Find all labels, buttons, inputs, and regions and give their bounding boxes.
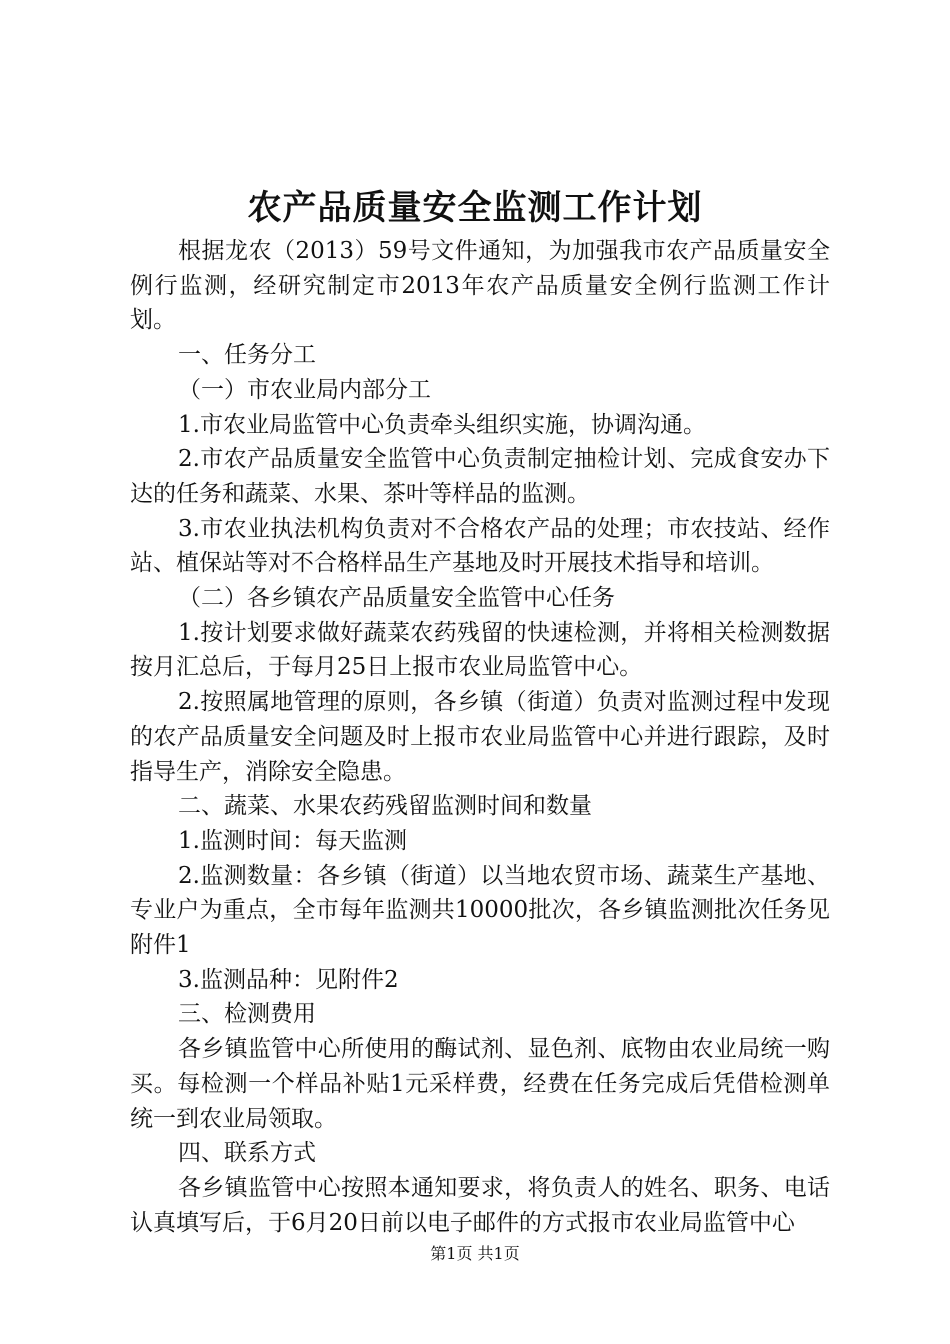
paragraph-item: 1.按计划要求做好蔬菜农药残留的快速检测，并将相关检测数据按月汇总后，于每月25日上报市农业局监管中心。 xyxy=(130,619,830,681)
subheading-township-tasks: （二）各乡镇农产品质量安全监管中心任务 xyxy=(178,585,615,612)
document-title: 农产品质量安全监测工作计划 xyxy=(247,188,703,228)
document-body xyxy=(130,234,830,1240)
paragraph-item: 各乡镇监管中心所使用的酶试剂、显色剂、底物由农业局统一购买。每检测一个样品补贴1元采样费，经费在任务完成后凭借检测单统一到农业局领取。 xyxy=(130,1036,830,1132)
heading-testing-costs: 三、检测费用 xyxy=(178,1001,316,1028)
paragraph-item: 1.监测时间：每天监测 xyxy=(178,827,407,854)
heading-monitoring-time-quantity: 二、蔬菜、水果农药残留监测时间和数量 xyxy=(178,793,592,820)
paragraph-intro: 根据龙农（2013）59号文件通知，为加强我市农产品质量安全例行监测，经研究制定市2013年农产品质量安全例行监测工作计划。 xyxy=(130,238,830,334)
paragraph-item: 各乡镇监管中心按照本通知要求，将负责人的姓名、职务、电话认真填写后，于6月20日前以电子邮件的方式报市农业局监管中心 xyxy=(130,1174,830,1236)
heading-task-division: 一、任务分工 xyxy=(178,342,316,369)
subheading-internal-division: （一）市农业局内部分工 xyxy=(178,376,431,403)
paragraph-item: 3.市农业执法机构负责对不合格农产品的处理；市农技站、经作站、植保站等对不合格样品生产基地及时开展技术指导和培训。 xyxy=(130,515,830,577)
heading-contact-info: 四、联系方式 xyxy=(178,1140,316,1167)
paragraph-item: 1.市农业局监管中心负责牵头组织实施，协调沟通。 xyxy=(178,411,706,438)
paragraph-item: 2.市农产品质量安全监管中心负责制定抽检计划、完成食安办下达的任务和蔬菜、水果、茶叶等样品的监测。 xyxy=(130,446,830,507)
page-footer: 第1页 共1页 xyxy=(430,1244,520,1263)
paragraph-item: 2.按照属地管理的原则，各乡镇（街道）负责对监测过程中发现的农产品质量安全问题及时上报市农业局监管中心并进行跟踪，及时指导生产，消除安全隐患。 xyxy=(130,689,830,785)
paragraph-item: 2.监测数量：各乡镇（街道）以当地农贸市场、蔬菜生产基地、专业户为重点，全市每年监测共10000批次，各乡镇监测批次任务见附件1 xyxy=(130,862,830,959)
paragraph-item: 3.监测品种：见附件2 xyxy=(178,966,399,993)
